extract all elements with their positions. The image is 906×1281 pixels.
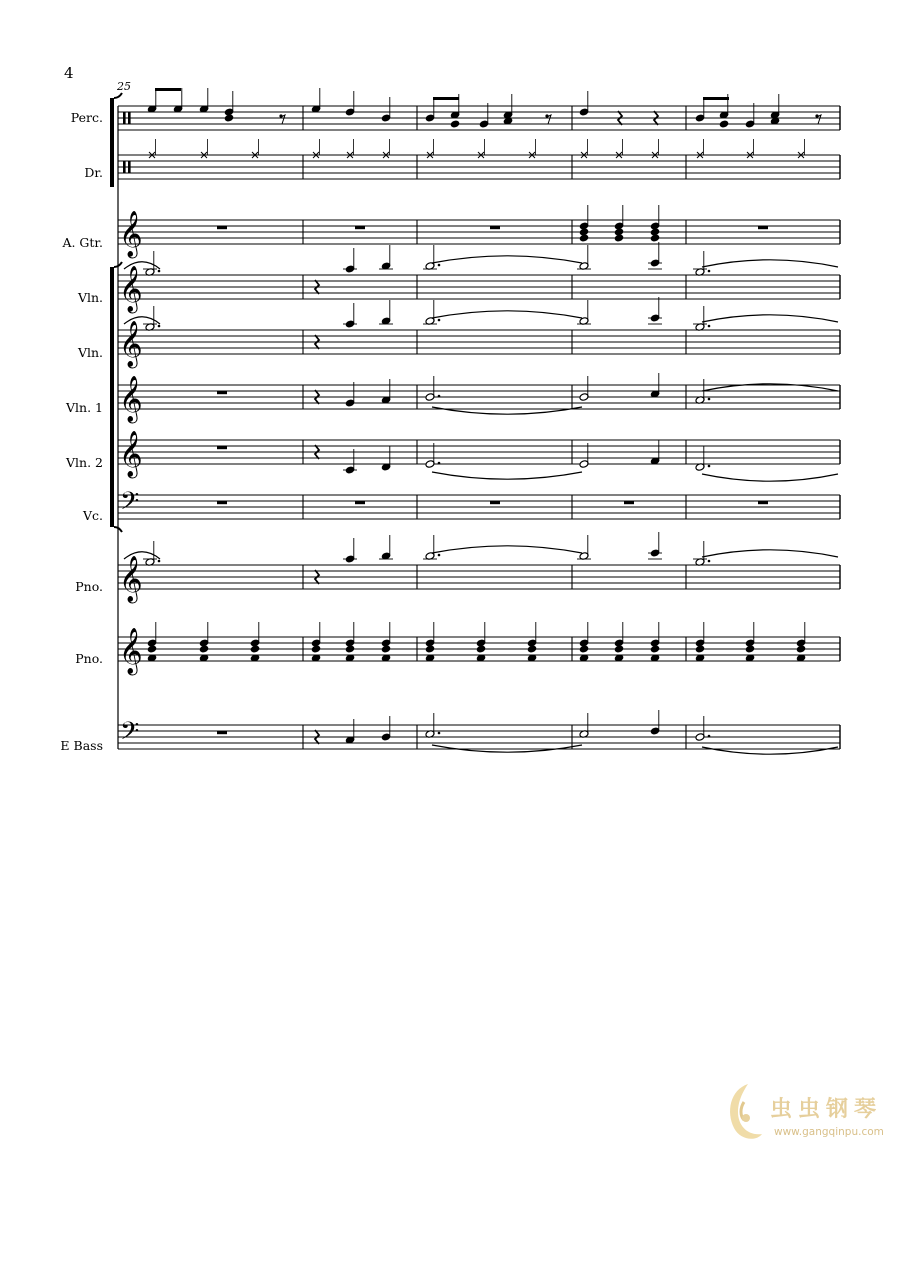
label-pno-a: Pno.: [75, 579, 103, 594]
vln2-half-note-dot: [708, 465, 711, 468]
pno-b-chord-note: [345, 645, 355, 654]
watermark: [718, 1078, 906, 1148]
agtr-whole-rest: [490, 226, 500, 229]
pno-b-chord-note: [147, 645, 157, 654]
agtr-whole-rest: [355, 226, 365, 229]
bracket-drums: [110, 98, 114, 187]
vln2-tie: [432, 472, 582, 479]
vln-a-half-note-dot: [438, 264, 441, 267]
watermark-url: www.gangqinpu.com: [774, 1126, 884, 1138]
label-pno-b: Pno.: [75, 651, 103, 666]
agtr-treble-clef-icon: 𝄞: [119, 211, 143, 257]
pno-b-chord-note: [311, 645, 321, 654]
pno-a-half-note-dot: [438, 554, 441, 557]
pno-a-half-note-dot: [708, 560, 711, 563]
vln-b-tie: [702, 315, 838, 322]
perc-note: [224, 114, 234, 123]
label-vln1: Vln. 1: [66, 400, 103, 415]
label-agtr: A. Gtr.: [62, 235, 103, 250]
pno-b-chord-note: [796, 645, 806, 654]
pno-a-treble-clef-icon: 𝄞: [119, 556, 143, 602]
vln1-half-note-dot: [438, 395, 441, 398]
vc-whole-rest: [758, 501, 768, 504]
vln1-whole-rest: [217, 391, 227, 394]
vln-a-tie: [702, 260, 838, 267]
perc-eighth-rest-tail: [281, 115, 285, 124]
pno-b-chord-note: [745, 645, 755, 654]
vln-b-half-note-dot: [438, 319, 441, 322]
perc-beam: [433, 97, 459, 100]
agtr-whole-rest: [758, 226, 768, 229]
vln-a-treble-clef-icon: 𝄞: [119, 266, 143, 312]
label-vln-a: Vln.: [77, 290, 103, 305]
vln-a-half-note-dot: [158, 270, 161, 273]
perc-percussion-clef-icon: [123, 112, 126, 124]
vln1-half-note-dot: [708, 398, 711, 401]
measure-number: 25: [117, 80, 131, 93]
vln2-half-note-dot: [438, 462, 441, 465]
vln-b-half-note-dot: [158, 325, 161, 328]
vln2-treble-clef-icon: 𝄞: [119, 431, 143, 477]
ebass-bass-clef-icon: 𝄢: [120, 717, 140, 752]
dr-percussion-clef-icon: [123, 161, 126, 173]
ebass-whole-rest: [217, 731, 227, 734]
label-vc: Vc.: [82, 508, 103, 523]
label-ebass: E Bass: [60, 738, 103, 753]
perc-eighth-rest-tail: [547, 115, 551, 124]
pno-a-tie: [432, 546, 582, 553]
pno-b-chord-note: [614, 645, 624, 654]
pno-b-chord-note: [425, 645, 435, 654]
pno-b-chord-note: [579, 645, 589, 654]
vln-a-half-note-dot: [708, 270, 711, 273]
ebass-half-note-dot: [708, 735, 711, 738]
perc-beam: [703, 97, 729, 100]
pno-a-half-note-dot: [158, 560, 161, 563]
bracket-drums-top: [114, 93, 122, 98]
vln-b-tie: [432, 311, 582, 318]
pno-b-chord-note: [381, 645, 391, 654]
agtr-chord-note: [650, 234, 660, 243]
label-vln-b: Vln.: [77, 345, 103, 360]
watermark-logo-icon: [718, 1078, 770, 1148]
pno-b-chord-note: [199, 645, 209, 654]
ebass-half-note-dot: [438, 732, 441, 735]
perc-note: [450, 120, 460, 129]
pno-b-chord-note: [527, 645, 537, 654]
pno-b-chord-note: [250, 645, 260, 654]
label-perc: Perc.: [70, 110, 103, 125]
label-dr: Dr.: [84, 165, 103, 180]
pno-b-chord-note: [650, 645, 660, 654]
ebass-tie: [702, 747, 838, 754]
label-vln2: Vln. 2: [66, 455, 103, 470]
dr-percussion-clef-icon: [128, 161, 131, 173]
agtr-whole-rest: [217, 226, 227, 229]
page-number: 4: [64, 64, 74, 82]
vln2-tie: [702, 474, 838, 481]
pno-b-chord-note: [695, 645, 705, 654]
perc-note: [719, 120, 729, 129]
pno-b-treble-clef-icon: 𝄞: [119, 628, 143, 674]
vln2-whole-rest: [217, 446, 227, 449]
pno-a-tie: [702, 550, 838, 557]
vc-whole-rest: [490, 501, 500, 504]
vc-bass-clef-icon: 𝄢: [120, 487, 140, 522]
vln1-tie: [432, 407, 582, 414]
vln-a-tie: [432, 256, 582, 263]
vc-whole-rest: [624, 501, 634, 504]
bracket-strings: [110, 267, 114, 527]
agtr-chord-note: [579, 234, 589, 243]
vln-b-treble-clef-icon: 𝄞: [119, 321, 143, 367]
pno-b-chord-note: [476, 645, 486, 654]
perc-beam: [155, 88, 181, 91]
agtr-chord-note: [614, 234, 624, 243]
perc-percussion-clef-icon: [128, 112, 131, 124]
vln-b-half-note-dot: [708, 325, 711, 328]
perc-eighth-rest-tail: [817, 115, 821, 124]
watermark-logo-text: 虫虫钢琴: [770, 1096, 883, 1122]
vln1-treble-clef-icon: 𝄞: [119, 376, 143, 422]
vc-whole-rest: [217, 501, 227, 504]
vc-whole-rest: [355, 501, 365, 504]
